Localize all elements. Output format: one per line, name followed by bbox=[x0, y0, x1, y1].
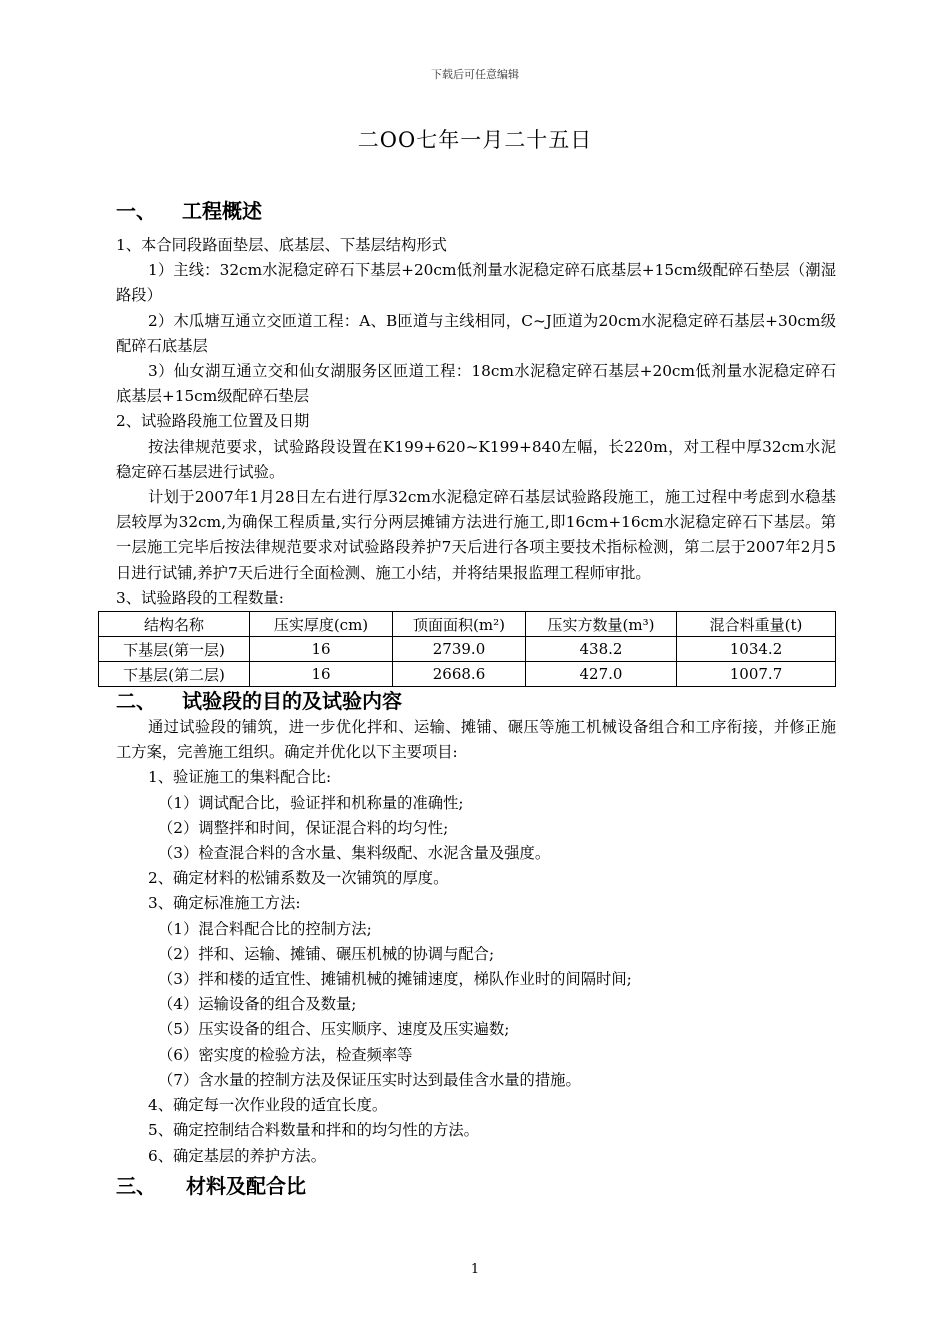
section-title: 试验段的目的及试验内容 bbox=[182, 689, 402, 714]
list-item: （3）检查混合料的含水量、集料级配、水泥含量及强度。 bbox=[158, 844, 551, 863]
section-title: 工程概述 bbox=[182, 199, 262, 223]
paragraph: 按法律规范要求，试验路段设置在K199+620~K199+840左幅，长220m，对工程中厚32cm水泥稳定碎石基层进行试验。 bbox=[116, 437, 836, 481]
list-item: 6、确定基层的养护方法。 bbox=[148, 1146, 326, 1165]
paragraph: 计划于2007年1月28日左右进行厚32cm水泥稳定碎石基层试验路段施工，施工过程中考虑到水稳基层较厚为32cm,为确保工程质量,实行分两层摊铺方法进行施工,即16cm+16cm水泥稳定碎石下基层。第一层施工完毕后按法律规范要求对试验路段养护7天后进行各项主要技术指标检测，第二层于2007年2月5日进行试铺,养护7天后进行全面检测、施工小结，并将结果报监理工程师审批。 bbox=[116, 488, 836, 582]
paragraph: 3、试验路段的工程数量: bbox=[116, 588, 284, 607]
table-cell: 下基层(第二层) bbox=[99, 662, 250, 687]
paragraph: 1、本合同段路面垫层、底基层、下基层结构形式 bbox=[116, 236, 447, 254]
section-number: 二、 bbox=[116, 689, 156, 714]
paragraph: 1）主线：32cm水泥稳定碎石下基层+20cm低剂量水泥稳定碎石底基层+15cm级配碎石垫层（潮湿路段） bbox=[116, 261, 836, 305]
section-number: 一、 bbox=[116, 199, 156, 223]
section-heading-3 bbox=[116, 1169, 836, 1203]
table-row bbox=[99, 662, 836, 687]
table-cell: 16 bbox=[250, 662, 393, 687]
list-item: （1）混合料配合比的控制方法; bbox=[158, 919, 372, 938]
list-item: （6）密实度的检验方法，检查频率等 bbox=[158, 1045, 413, 1064]
list-item: 3、确定标准施工方法: bbox=[148, 894, 301, 913]
table-cell: 438.2 bbox=[526, 637, 677, 662]
table-cell: 2739.0 bbox=[393, 637, 526, 662]
column-header: 压实厚度(cm) bbox=[250, 612, 393, 637]
column-header: 混合料重量(t) bbox=[677, 612, 836, 637]
list-item: 5、确定控制结合料数量和拌和的均匀性的方法。 bbox=[148, 1121, 479, 1140]
section-number: 三、 bbox=[116, 1173, 156, 1198]
list-item: （5）压实设备的组合、压实顺序、速度及压实遍数; bbox=[158, 1020, 510, 1039]
section-heading-1 bbox=[116, 195, 836, 227]
quantity-table bbox=[98, 611, 836, 687]
paragraph: 2）木瓜塘互通立交匝道工程：A、B匝道与主线相同，C~J匝道为20cm水泥稳定碎石基层+30cm级配碎石底基层 bbox=[116, 311, 836, 355]
list-item: （1）调试配合比，验证拌和机称量的准确性; bbox=[158, 793, 464, 812]
column-header: 顶面面积(m²) bbox=[393, 612, 526, 637]
table-cell: 1034.2 bbox=[677, 637, 836, 662]
paragraph: 通过试验段的铺筑，进一步优化拌和、运输、摊铺、碾压等施工机械设备组合和工序衔接，并修正施工方案，完善施工组织。确定并优化以下主要项目: bbox=[116, 718, 836, 762]
table-cell: 下基层(第一层) bbox=[99, 637, 250, 662]
table-header-row bbox=[99, 612, 836, 637]
section-title: 材料及配合比 bbox=[186, 1173, 306, 1198]
list-item: 2、确定材料的松铺系数及一次铺筑的厚度。 bbox=[148, 869, 449, 888]
paragraph: 3）仙女湖互通立交和仙女湖服务区匝道工程：18cm水泥稳定碎石基层+20cm低剂量水泥稳定碎石底基层+15cm级配碎石垫层 bbox=[116, 362, 836, 406]
list-item: （2）拌和、运输、摊铺、碾压机械的协调与配合; bbox=[158, 944, 495, 963]
page-header-note: 下载后可任意编辑 bbox=[431, 68, 519, 81]
list-item: （4）运输设备的组合及数量; bbox=[158, 995, 357, 1014]
table-cell: 427.0 bbox=[526, 662, 677, 687]
paragraph: 2、试验路段施工位置及日期 bbox=[116, 412, 310, 431]
table-cell: 1007.7 bbox=[677, 662, 836, 687]
date-title: 二OO七年一月二十五日 bbox=[357, 128, 593, 152]
table-cell: 16 bbox=[250, 637, 393, 662]
table-row bbox=[99, 637, 836, 662]
document-body bbox=[116, 195, 836, 1203]
list-item: （7）含水量的控制方法及保证压实时达到最佳含水量的措施。 bbox=[158, 1070, 581, 1089]
table-cell: 2668.6 bbox=[393, 662, 526, 687]
list-item: （2）调整拌和时间，保证混合料的均匀性; bbox=[158, 818, 449, 837]
column-header: 压实方数量(m³) bbox=[526, 612, 677, 637]
page-number: 1 bbox=[470, 1262, 480, 1277]
column-header: 结构名称 bbox=[99, 612, 250, 637]
list-item: （3）拌和楼的适宜性、摊铺机械的摊铺速度，梯队作业时的间隔时间; bbox=[158, 970, 632, 989]
list-item: 4、确定每一次作业段的适宜长度。 bbox=[148, 1096, 388, 1115]
list-item: 1、验证施工的集料配合比: bbox=[148, 768, 332, 787]
section-heading-2 bbox=[116, 687, 836, 715]
